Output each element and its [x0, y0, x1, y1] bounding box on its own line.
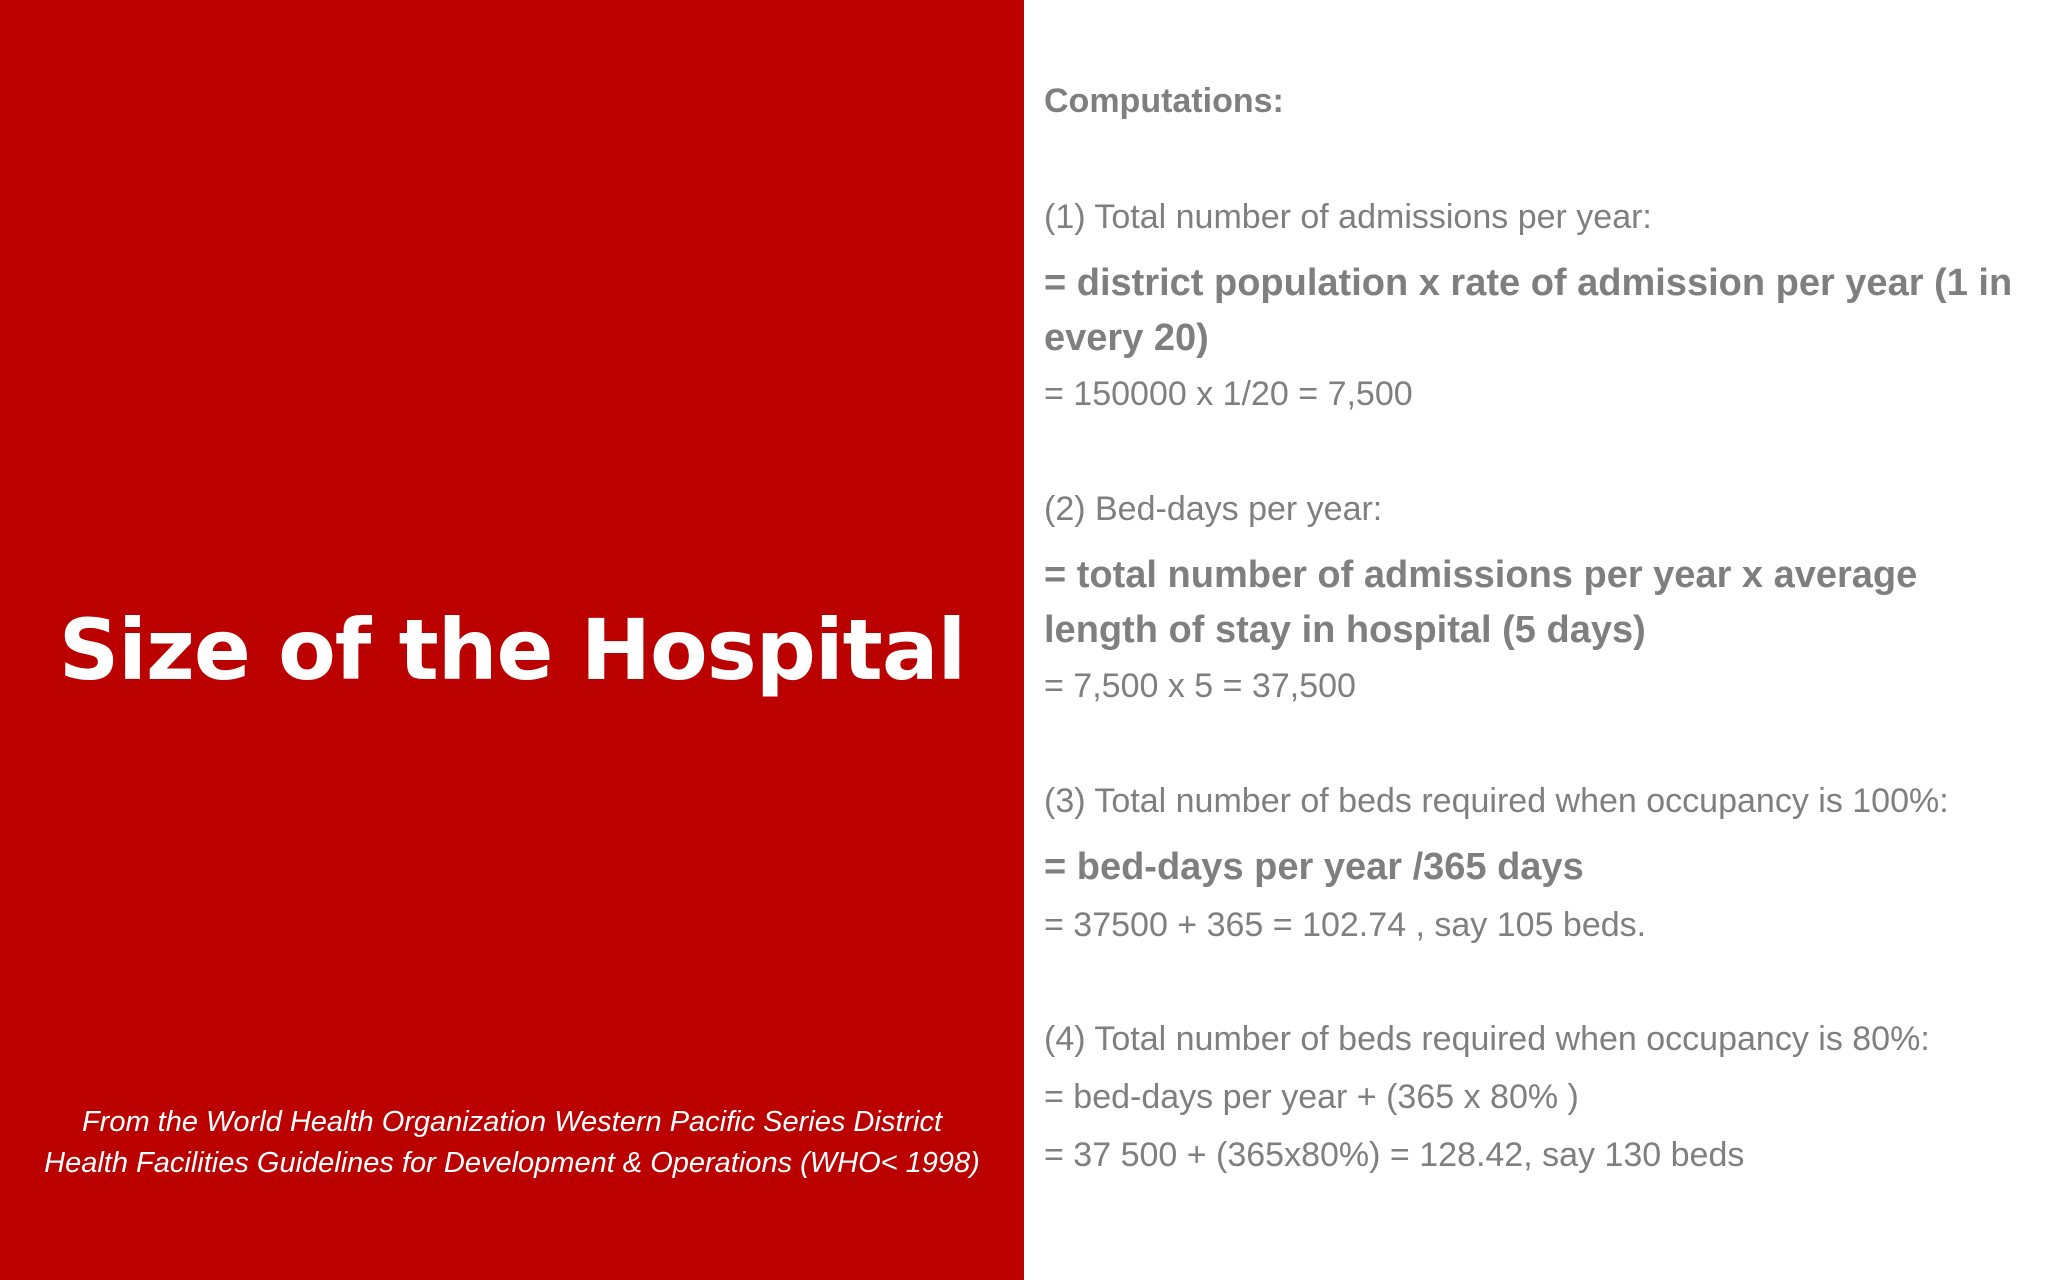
step-1-formula: = district population x rate of admission per year (1 in every 20)	[1044, 262, 2013, 359]
step-2-calculation: = 7,500 x 5 = 37,500	[1044, 667, 1356, 705]
step-4-calculation: = 37 500 + (365x80%) = 128.42, say 130 beds	[1044, 1136, 1745, 1174]
step-4-label: (4) Total number of beds required when occupancy is 80%:	[1044, 1020, 1930, 1058]
computations-heading: Computations:	[1044, 82, 1284, 120]
step-3-calculation: = 37500 + 365 = 102.74 , say 105 beds.	[1044, 906, 1647, 944]
slide-title: Size of the Hospital	[58, 601, 966, 699]
step-1-label: (1) Total number of admissions per year:	[1044, 198, 1652, 236]
step-2-formula: = total number of admissions per year x average length of stay in hospital (5 days)	[1044, 554, 1918, 651]
step-2-label: (2) Bed-days per year:	[1044, 490, 1383, 528]
source-citation: From the World Health Organization Western Pacific Series District Health Facilities Guidelines for Development & Operations (WHO< 1998)	[44, 1106, 980, 1179]
step-3-formula: = bed-days per year /365 days	[1044, 846, 1584, 888]
step-3-label: (3) Total number of beds required when occupancy is 100%:	[1044, 782, 1949, 820]
computations-panel	[1044, 0, 2034, 1280]
step-4-formula: = bed-days per year + (365 x 80% )	[1044, 1078, 1579, 1116]
step-1-calculation: = 150000 x 1/20 = 7,500	[1044, 375, 1413, 413]
